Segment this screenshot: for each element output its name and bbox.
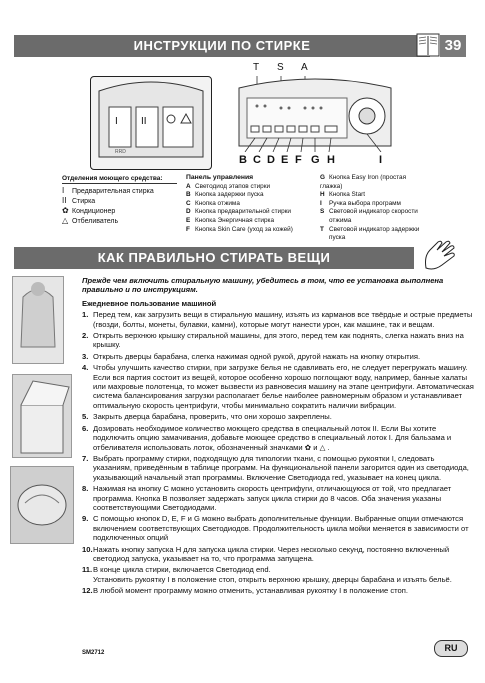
photo-loading-drum bbox=[10, 466, 74, 544]
detergent-drawer-illustration bbox=[91, 77, 211, 169]
step: 4. Чтобы улучшить качество стирки, при загрузке белья не сдавливать его, не следует перегружать машину. Если вся партия состоит из вещей, которое особенно хорошо поглощают воду, например, банные халаты или махровые полотенца, то может вызвести из равновесия машину на этапе центрифуги. Автоматическая система балансирования загрузки располагает белье наиболее равномерным образом и устанавливает оптимальную скорость центрифуги, чтобы минимально сократить наличии вибрации. bbox=[82, 363, 474, 410]
control-panel-illustration bbox=[235, 74, 395, 152]
label-G: G bbox=[311, 154, 320, 166]
person-illustration bbox=[13, 277, 63, 363]
panel-legend-title: Панель управления bbox=[186, 174, 254, 181]
step: 2. Открыть верхнюю крышку стиральной машины, для этого, перед тем как поднять, слегка нажать вниз на крышку. bbox=[82, 331, 464, 350]
label-F: F bbox=[295, 154, 302, 166]
detergent-item: ✿ Кондиционер bbox=[62, 206, 116, 215]
panel-item: A Светодиод этапов стирки bbox=[186, 182, 271, 190]
machine-illustration bbox=[13, 375, 71, 457]
hand-icon bbox=[420, 238, 460, 274]
panel-item: G Кнопка Easy Iron (простая глажка) bbox=[320, 174, 407, 190]
detergent-item: I Предварительная стирка bbox=[62, 186, 154, 195]
step: 11. В конце цикла стирки, включается Светодиод end. Установить рукоятку I в положение стоп, открыть верхнюю крышку, дверцы барабана и изъять бельё. bbox=[82, 565, 452, 584]
label-D: D bbox=[267, 154, 275, 166]
document-code: SM2712 bbox=[82, 650, 105, 656]
language-badge: RU bbox=[434, 640, 468, 657]
panel-legend-left bbox=[186, 174, 316, 234]
page-number: 39 bbox=[440, 35, 466, 57]
step: 12. В любой момент программу можно отменить, устанавливая рукоятку I в положение стоп. bbox=[82, 586, 408, 596]
label-H: H bbox=[327, 154, 335, 166]
step: 1. Перед тем, как загрузить вещи в стиральную машину, изъять из карманов все твёрдые и острые предметы (гвозди, болты, монеты, булавки, камни), которые могут нанести урон, как машине, так и вещам. bbox=[82, 310, 473, 329]
panel-item: C Кнопка отжима bbox=[186, 199, 240, 207]
detergent-item: △ Отбеливатель bbox=[62, 216, 119, 225]
panel-item: F Кнопка Skin Care (уход за кожей) bbox=[186, 225, 293, 233]
detergent-drawer-diagram bbox=[90, 76, 212, 170]
bottom-letter-row bbox=[239, 154, 399, 166]
step: 8. Нажимая на кнопку C можно установить скорость центрифуги, отличающуюся от той, что предлагает программа. Кнопка B позволяет задержать запуск цикла стирки до 8 часов. Оба значения указаны соответствующими Светодиодами. bbox=[82, 484, 452, 512]
drawer-mark-2: II bbox=[141, 116, 147, 127]
label-B: B bbox=[239, 154, 247, 166]
panel-item: I Ручка выбора программ bbox=[320, 199, 401, 207]
detergent-legend-title: Отделения моющего средства: bbox=[62, 174, 177, 184]
photo-open-lid bbox=[12, 374, 72, 458]
panel-item: H Кнопка Start bbox=[320, 191, 366, 199]
photo-emptying-pockets bbox=[12, 276, 64, 364]
step: 5. Закрыть дверца барабана, проверить, что они хорошо закреплены. bbox=[82, 412, 332, 422]
header-banner bbox=[14, 35, 430, 57]
step: 6. Дозировать необходимое количество моющего средства в специальный лоток II. Если Вы хотите подключить опцию замачивания, добавьте моющее средство в специальный лоток I. Для бальзама и отбеливателя использовать лоток, обозначенный значками ✿ и △ . bbox=[82, 423, 452, 452]
section-title: КАК ПРАВИЛЬНО СТИРАТЬ ВЕЩИ bbox=[97, 250, 331, 265]
control-panel-diagram bbox=[235, 62, 395, 166]
label-T: T bbox=[253, 62, 260, 73]
step: 3. Открыть дверцы барабана, слегка нажимая одной рукой, другой нажать на кнопку открытия. bbox=[82, 351, 421, 361]
intro-text: Прежде чем включить стиральную машину, убедитесь в том, что ее установка выполнена правильно и по инструкциям. bbox=[82, 276, 444, 295]
label-A: A bbox=[301, 62, 308, 73]
drawer-mark-1: I bbox=[115, 116, 118, 127]
panel-item: S Световой индикатор скорости отжима bbox=[320, 208, 418, 224]
step: 10. Нажать кнопку запуска H для запуска цикла стирки. Через несколько секунд, постоянно включенный светодиод запуска, указывает на то, что программа запущена. bbox=[82, 544, 450, 563]
panel-item: T Световой индикатор задержки пуска bbox=[320, 225, 420, 242]
book-icon bbox=[415, 30, 441, 60]
detergent-item: II Стирка bbox=[62, 196, 96, 205]
step: 7. Выбрать программу стирки, подходящую для типологии ткани, с помощью рукоятки I, следовать указаниям, приведённым в таблице программ. На функциональной панели загорится один из светодиода, указывающий начальный этап программы. Включение Светодиода red, указывает на конец цикла. bbox=[82, 453, 469, 482]
detergent-legend bbox=[62, 174, 177, 226]
label-I: I bbox=[379, 154, 383, 166]
panel-item: D Кнопка предварительной стирки bbox=[186, 208, 291, 216]
drum-illustration bbox=[11, 467, 73, 543]
section-banner bbox=[14, 247, 414, 269]
drawer-label: RRD bbox=[115, 149, 126, 155]
label-S: S bbox=[277, 62, 284, 73]
panel-item: E Кнопка Энергичная стирка bbox=[186, 216, 275, 224]
panel-item: B Кнопка задержки пуска bbox=[186, 191, 264, 199]
instructions-body bbox=[82, 276, 474, 598]
panel-legend-right bbox=[320, 174, 430, 243]
step: 9. С помощью кнопок D, E, F и G можно выбрать дополнительные функции. Выбранные опции отмечаются включением соответствующих Светодиодов. Продолжительность цикла мойки меняется в зависимости от подключенных опций bbox=[82, 514, 469, 543]
page-title: ИНСТРУКЦИИ ПО СТИРКЕ bbox=[133, 38, 311, 53]
subheading: Ежедневное пользование машиной bbox=[82, 298, 217, 308]
label-E: E bbox=[281, 154, 289, 166]
label-C: C bbox=[253, 154, 261, 166]
